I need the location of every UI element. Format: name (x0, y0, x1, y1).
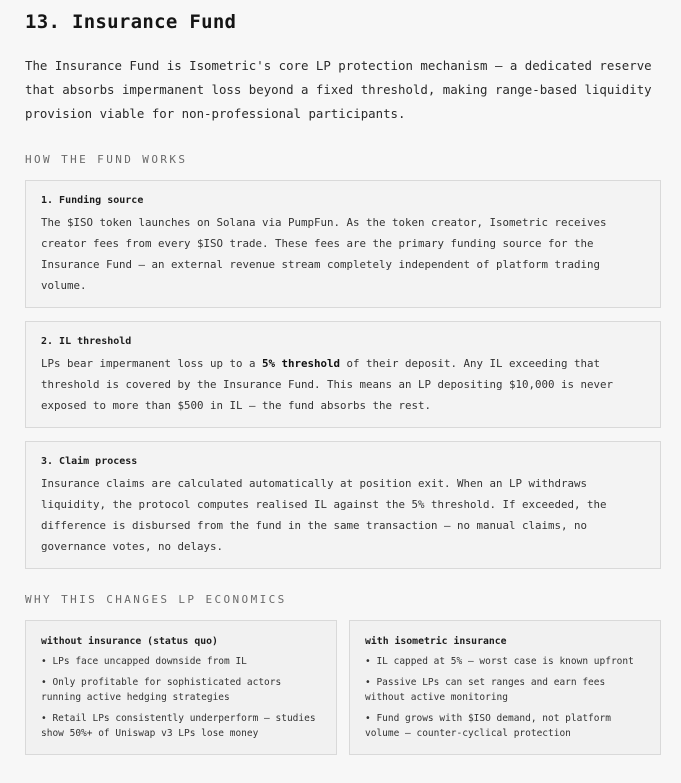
card-claim-process (25, 441, 661, 569)
list-item: • LPs face uncapped downside from IL (41, 656, 247, 667)
comparison-list (365, 654, 645, 741)
list-item: • Fund grows with $ISO demand, not platform volume — counter-cyclical protection (365, 713, 611, 739)
card-il-threshold (25, 321, 661, 428)
intro-paragraph: The Insurance Fund is Isometric's core LP protection mechanism — a dedicated reserve that absorbs impermanent loss beyond a fixed threshold, making range-based liquidity provision viable for non-professional participants. (25, 58, 652, 121)
card-title: 3. Claim process (41, 456, 138, 467)
threshold-highlight: 5% threshold (262, 357, 341, 370)
how-fund-works-heading: HOW THE FUND WORKS (25, 153, 188, 166)
column-title: with isometric insurance (365, 636, 507, 647)
list-item: • Only profitable for sophisticated actors running active hedging strategies (41, 677, 282, 703)
page-title: 13. Insurance Fund (25, 11, 237, 33)
list-item: • Retail LPs consistently underperform — studies show 50%+ of Uniswap v3 LPs lose money (41, 713, 316, 739)
card-title: 1. Funding source (41, 195, 144, 206)
fund-mechanism-cards (25, 180, 661, 569)
column-title: without insurance (status quo) (41, 636, 218, 647)
list-item: • IL capped at 5% — worst case is known upfront (365, 656, 634, 667)
card-funding-source (25, 180, 661, 308)
list-item: • Passive LPs can set ranges and earn fees without active monitoring (365, 677, 606, 703)
lp-economics-heading: WHY THIS CHANGES LP ECONOMICS (25, 593, 287, 606)
card-body: The $ISO token launches on Solana via PumpFun. As the token creator, Isometric receives creator fees from every $ISO trade. These fees are the primary funding source for the Insurance Fund — an external revenue stream completely independent of platform trading volume. (41, 216, 607, 292)
card-body: Insurance claims are calculated automatically at position exit. When an LP withdraws liquidity, the protocol computes realised IL against the 5% threshold. If exceeded, the difference is disbursed from the fund in the same transaction — no manual claims, no governance votes, no delays. (41, 477, 607, 553)
card-body (41, 353, 645, 416)
comparison-columns (25, 620, 661, 755)
card-body-text: of their deposit. Any IL exceeding that threshold is covered by the Insurance Fund. This means an LP depositing $10,000 is never exposed to more than $500 in IL — the fund absorbs the rest. (41, 357, 614, 412)
comparison-list (41, 654, 321, 741)
card-body-text: LPs bear impermanent loss up to a (41, 357, 263, 370)
with-insurance-column (349, 620, 661, 755)
card-title: 2. IL threshold (41, 336, 132, 347)
without-insurance-column (25, 620, 337, 755)
